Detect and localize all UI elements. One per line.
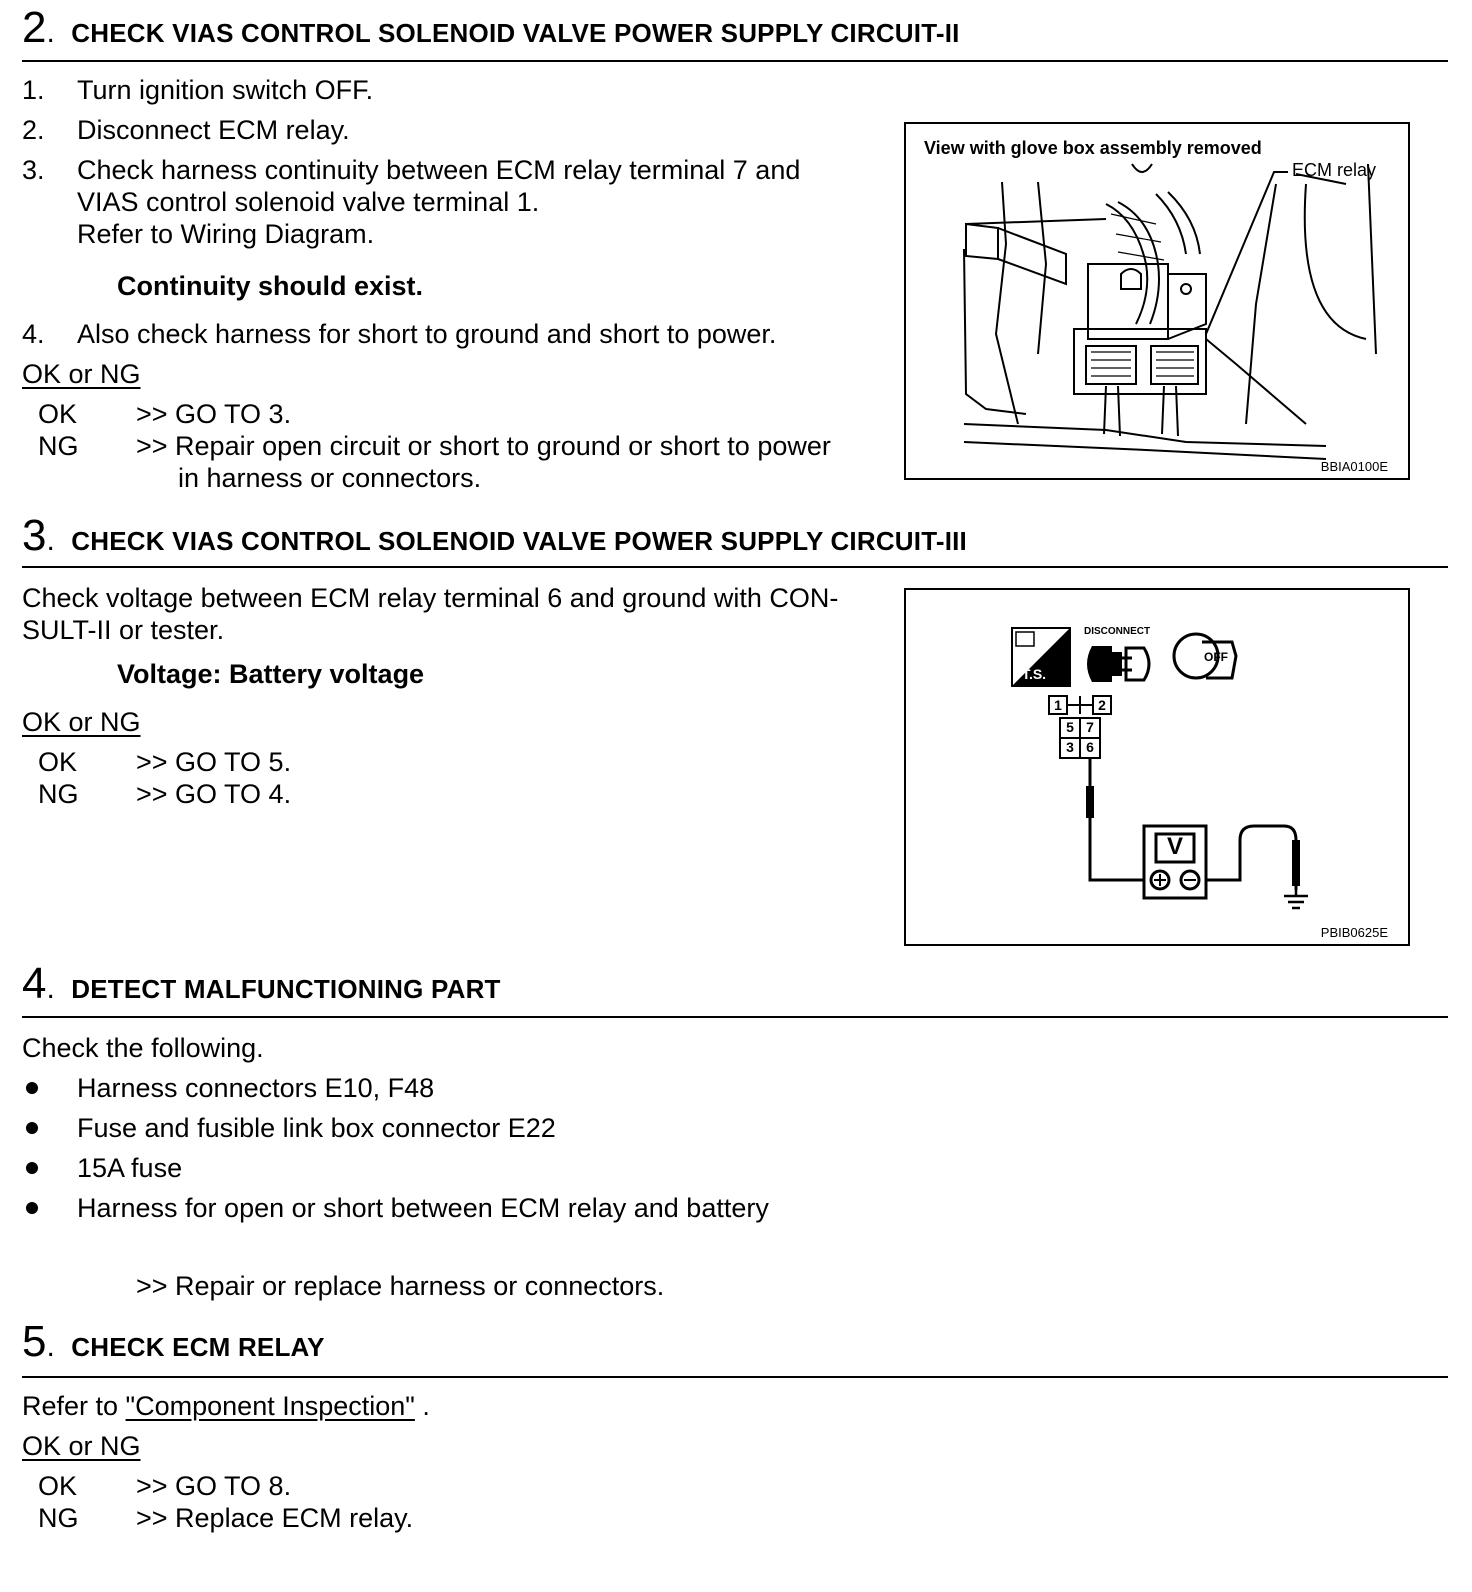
voltmeter-label: V [1166, 833, 1183, 860]
engine-bay-drawing [906, 124, 1408, 478]
ok-action: >> GO TO 3. [136, 399, 292, 429]
bullet-icon [26, 1202, 38, 1214]
spec-text: Voltage: Battery voltage [117, 659, 425, 689]
ok-action: >> GO TO 8. [136, 1471, 292, 1501]
ok-or-ng-label: OK or NG [22, 359, 141, 389]
off-label: OFF [1204, 650, 1228, 664]
list-item: 15A fuse [77, 1153, 183, 1183]
list-item: Harness for open or short between ECM relay and battery [77, 1193, 769, 1223]
figure-caption: View with glove box assembly removed [924, 138, 1262, 158]
section-number: 2 [22, 3, 47, 52]
step-text: Check harness continuity between ECM relay terminal 7 and [77, 155, 801, 185]
repair-action: >> Repair or replace harness or connectors. [136, 1271, 665, 1301]
ng-label: NG [38, 1503, 79, 1533]
ok-label: OK [38, 399, 78, 429]
section-title: CHECK ECM RELAY [71, 1332, 325, 1362]
terminal-number: 6 [1086, 739, 1094, 755]
figure-callout: ECM relay [1292, 160, 1377, 180]
ng-action: >> Replace ECM relay. [136, 1503, 414, 1533]
section-number: 5 [22, 1317, 47, 1366]
step-text-cont: Refer to Wiring Diagram. [77, 219, 375, 249]
ok-or-ng-label: OK or NG [22, 707, 141, 737]
ng-action: >> Repair open circuit or short to ground or short to power [136, 431, 831, 461]
step-text: Disconnect ECM relay. [77, 115, 350, 145]
disconnect-connector-icon [1087, 646, 1149, 682]
section-divider [22, 1016, 1448, 1018]
step-number: 2. [22, 115, 45, 145]
section-title: CHECK VIAS CONTROL SOLENOID VALVE POWER SUPPLY CIRCUIT-II [71, 18, 960, 48]
ng-label: NG [38, 779, 79, 809]
section-divider [22, 60, 1448, 62]
step-text: Turn ignition switch OFF. [77, 75, 374, 105]
step-number: 3. [22, 155, 45, 185]
intro-text: Check the following. [22, 1033, 264, 1063]
section-3-heading: 3. CHECK VIAS CONTROL SOLENOID VALVE POWER SUPPLY CIRCUIT-III [22, 511, 967, 560]
voltage-check-figure [904, 588, 1410, 946]
step-text-cont: VIAS control solenoid valve terminal 1. [77, 187, 540, 217]
bullet-icon [26, 1122, 38, 1134]
terminal-number: 5 [1066, 719, 1074, 735]
terminal-number: 2 [1098, 697, 1106, 713]
figure-code: PBIB0625E [1320, 925, 1388, 940]
ng-action: >> GO TO 4. [136, 779, 292, 809]
section-2-heading: 2. CHECK VIAS CONTROL SOLENOID VALVE POWER SUPPLY CIRCUIT-II [22, 3, 960, 52]
terminal-number: 7 [1086, 719, 1094, 735]
ok-action: >> GO TO 5. [136, 747, 292, 777]
ts-label: T.S. [1021, 666, 1047, 682]
step-text: Also check harness for short to ground and short to power. [77, 319, 777, 349]
section-number: 4 [22, 959, 47, 1008]
section-4-heading: 4. DETECT MALFUNCTIONING PART [22, 959, 501, 1008]
terminal-number: 1 [1054, 697, 1062, 713]
step-number: 1. [22, 75, 45, 105]
voltage-check-drawing [906, 590, 1408, 944]
disconnect-label: DISCONNECT [1084, 626, 1151, 637]
section-title: CHECK VIAS CONTROL SOLENOID VALVE POWER SUPPLY CIRCUIT-III [71, 526, 967, 556]
figure-code: BBIA0100E [1320, 459, 1388, 474]
step-number: 4. [22, 319, 45, 349]
bullet-icon [26, 1162, 38, 1174]
instruction-text: Check voltage between ECM relay terminal 6 and ground with CON- [22, 583, 839, 613]
spec-text: Continuity should exist. [117, 271, 424, 301]
list-item: Harness connectors E10, F48 [77, 1073, 435, 1103]
ng-action-cont: in harness or connectors. [178, 463, 482, 493]
ok-or-ng-label: OK or NG [22, 1431, 141, 1461]
section-number: 3 [22, 511, 47, 560]
ng-label: NG [38, 431, 79, 461]
section-divider [22, 566, 1448, 568]
section-title: DETECT MALFUNCTIONING PART [71, 974, 501, 1004]
ok-label: OK [38, 747, 78, 777]
section-5-heading: 5. CHECK ECM RELAY [22, 1317, 325, 1366]
bullet-icon [26, 1082, 38, 1094]
list-item: Fuse and fusible link box connector E22 [77, 1113, 556, 1143]
ok-label: OK [38, 1471, 78, 1501]
component-inspection-link[interactable]: "Component Inspection" [125, 1391, 415, 1421]
ecm-relay-location-figure [904, 122, 1410, 480]
section-divider [22, 1376, 1448, 1378]
refer-text: Refer to "Component Inspection" . [22, 1391, 430, 1421]
instruction-text-cont: SULT-II or tester. [22, 615, 225, 645]
terminal-number: 3 [1066, 739, 1074, 755]
